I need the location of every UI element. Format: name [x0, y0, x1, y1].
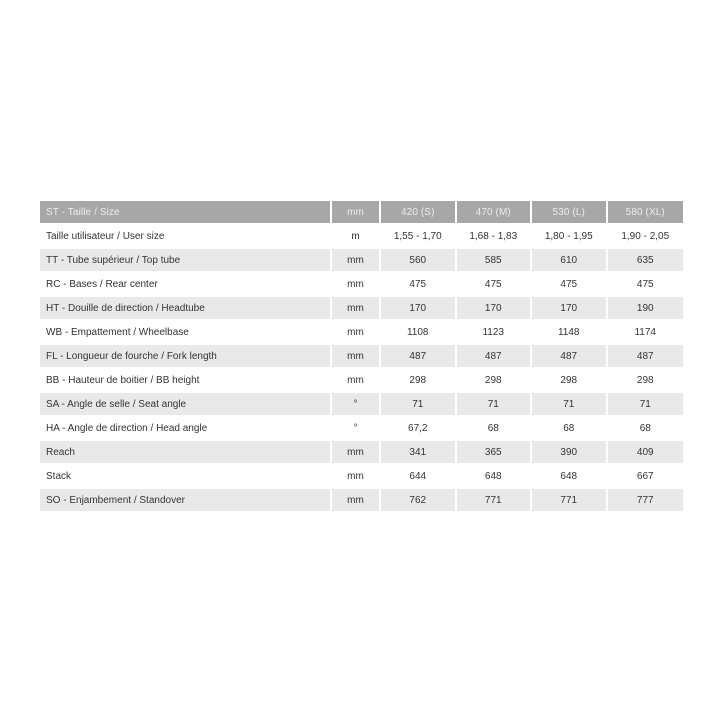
row-unit: ° [332, 393, 381, 417]
row-value-m: 68 [457, 417, 533, 441]
row-value-s: 487 [381, 345, 457, 369]
table-row [40, 273, 683, 297]
row-value-xl: 68 [608, 417, 684, 441]
row-value-xl: 298 [608, 369, 684, 393]
table-row [40, 225, 683, 249]
row-value-m: 475 [457, 273, 533, 297]
row-value-m: 771 [457, 489, 533, 513]
table-row [40, 345, 683, 369]
row-value-s: 170 [381, 297, 457, 321]
table-row [40, 249, 683, 273]
row-value-s: 762 [381, 489, 457, 513]
row-value-l: 1,80 - 1,95 [532, 225, 608, 249]
table-row [40, 297, 683, 321]
row-label: RC - Bases / Rear center [40, 273, 332, 297]
row-value-xl: 475 [608, 273, 684, 297]
row-label: SO - Enjambement / Standover [40, 489, 332, 513]
row-unit: mm [332, 441, 381, 465]
row-unit: mm [332, 489, 381, 513]
row-value-l: 170 [532, 297, 608, 321]
row-value-xl: 1174 [608, 321, 684, 345]
row-label: BB - Hauteur de boitier / BB height [40, 369, 332, 393]
row-value-l: 648 [532, 465, 608, 489]
row-unit: ° [332, 417, 381, 441]
row-value-s: 475 [381, 273, 457, 297]
row-value-m: 170 [457, 297, 533, 321]
row-value-xl: 190 [608, 297, 684, 321]
table-row [40, 465, 683, 489]
row-value-m: 1,68 - 1,83 [457, 225, 533, 249]
row-value-m: 71 [457, 393, 533, 417]
geometry-table-body [40, 225, 683, 513]
row-unit: mm [332, 465, 381, 489]
row-value-s: 71 [381, 393, 457, 417]
row-value-m: 365 [457, 441, 533, 465]
row-value-m: 648 [457, 465, 533, 489]
row-value-l: 68 [532, 417, 608, 441]
row-value-s: 644 [381, 465, 457, 489]
row-label: FL - Longueur de fourche / Fork length [40, 345, 332, 369]
row-unit: mm [332, 321, 381, 345]
row-value-s: 1108 [381, 321, 457, 345]
row-unit: mm [332, 249, 381, 273]
row-unit: m [332, 225, 381, 249]
row-value-s: 67,2 [381, 417, 457, 441]
row-value-l: 298 [532, 369, 608, 393]
table-row [40, 441, 683, 465]
row-unit: mm [332, 345, 381, 369]
row-value-s: 1,55 - 1,70 [381, 225, 457, 249]
row-unit: mm [332, 273, 381, 297]
geometry-table-header [40, 201, 683, 225]
row-value-l: 771 [532, 489, 608, 513]
table-row [40, 393, 683, 417]
header-size-m: 470 (M) [457, 201, 533, 225]
table-row [40, 369, 683, 393]
geometry-table [40, 201, 683, 513]
table-row [40, 417, 683, 441]
row-value-m: 487 [457, 345, 533, 369]
row-label: HA - Angle de direction / Head angle [40, 417, 332, 441]
row-value-l: 610 [532, 249, 608, 273]
header-size-l: 530 (L) [532, 201, 608, 225]
row-value-s: 341 [381, 441, 457, 465]
row-value-l: 475 [532, 273, 608, 297]
header-size-s: 420 (S) [381, 201, 457, 225]
header-size-xl: 580 (XL) [608, 201, 684, 225]
row-label: SA - Angle de selle / Seat angle [40, 393, 332, 417]
table-row [40, 489, 683, 513]
row-value-m: 1123 [457, 321, 533, 345]
row-label: Reach [40, 441, 332, 465]
row-value-xl: 1,90 - 2,05 [608, 225, 684, 249]
header-row [40, 201, 683, 225]
header-label: ST - Taille / Size [40, 201, 332, 225]
row-value-xl: 487 [608, 345, 684, 369]
row-label: HT - Douille de direction / Headtube [40, 297, 332, 321]
row-value-xl: 409 [608, 441, 684, 465]
row-value-xl: 777 [608, 489, 684, 513]
row-value-l: 1148 [532, 321, 608, 345]
row-value-l: 71 [532, 393, 608, 417]
row-label: Stack [40, 465, 332, 489]
header-unit: mm [332, 201, 381, 225]
row-label: Taille utilisateur / User size [40, 225, 332, 249]
row-value-s: 560 [381, 249, 457, 273]
table-row [40, 321, 683, 345]
row-unit: mm [332, 297, 381, 321]
row-value-xl: 667 [608, 465, 684, 489]
row-value-l: 487 [532, 345, 608, 369]
row-label: TT - Tube supérieur / Top tube [40, 249, 332, 273]
row-value-m: 585 [457, 249, 533, 273]
row-unit: mm [332, 369, 381, 393]
row-label: WB - Empattement / Wheelbase [40, 321, 332, 345]
row-value-xl: 635 [608, 249, 684, 273]
row-value-m: 298 [457, 369, 533, 393]
row-value-l: 390 [532, 441, 608, 465]
row-value-s: 298 [381, 369, 457, 393]
row-value-xl: 71 [608, 393, 684, 417]
